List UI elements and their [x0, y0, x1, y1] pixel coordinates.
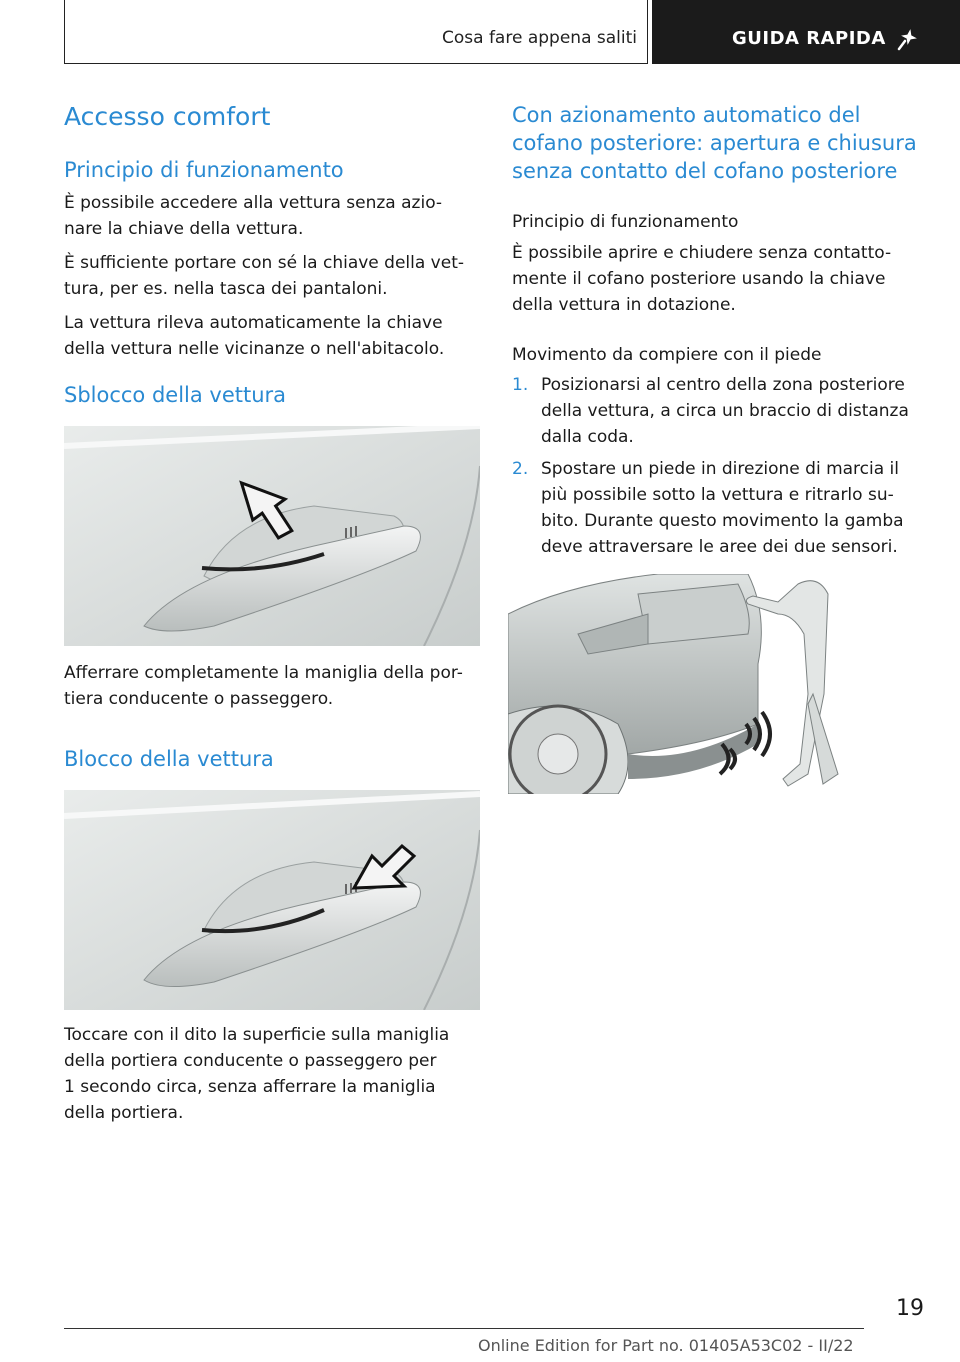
step-number: 1.	[512, 375, 529, 395]
paragraph-line: della portiera.	[64, 1103, 184, 1123]
step-number: 2.	[512, 459, 529, 479]
edition-info: Online Edition for Part no. 01405A53C02 - II/22	[478, 1336, 854, 1355]
step-line: Spostare un piede in direzione di marcia il	[541, 459, 900, 479]
heading-principle: Principio di funzionamento	[64, 158, 344, 182]
step-line: della vettura, a circa un braccio di distanza	[541, 401, 909, 421]
paragraph-line: È sufficiente portare con sé la chiave della vet-	[64, 253, 464, 273]
paragraph-line: 1 secondo circa, senza afferrare la maniglia	[64, 1077, 436, 1097]
heading-movement: Movimento da compiere con il piede	[512, 345, 822, 365]
header-section-box	[64, 0, 648, 64]
paragraph-line: della vettura in dotazione.	[512, 295, 736, 315]
heading-unlock: Sblocco della vettura	[64, 383, 287, 407]
paragraph-line: La vettura rileva automaticamente la chiave	[64, 313, 443, 333]
step-line: bito. Durante questo movimento la gamba	[541, 511, 904, 531]
paragraph-line: della portiera conducente o passeggero per	[64, 1051, 437, 1071]
heading-lock: Blocco della vettura	[64, 747, 274, 771]
quick-guide-icon	[895, 26, 921, 52]
header-chapter-box	[652, 0, 960, 64]
paragraph-line: Toccare con il dito la superficie sulla maniglia	[64, 1025, 450, 1045]
page-number: 19	[896, 1296, 924, 1321]
door-handle-lock-illustration	[64, 790, 480, 1010]
step-line: Posizionarsi al centro della zona posteriore	[541, 375, 905, 395]
section-title-line: senza contatto del cofano posteriore	[512, 159, 898, 183]
paragraph-line: È possibile aprire e chiudere senza contatto-	[512, 243, 892, 263]
door-handle-unlock-illustration	[64, 426, 480, 646]
step-line: più possibile sotto la vettura e ritrarlo su-	[541, 485, 894, 505]
paragraph-line: nare la chiave della vettura.	[64, 219, 304, 239]
tailgate-foot-gesture-illustration	[508, 574, 924, 794]
paragraph-line: Afferrare completamente la maniglia della por-	[64, 663, 463, 683]
paragraph-line: È possibile accedere alla vettura senza azio-	[64, 193, 443, 213]
paragraph-line: mente il cofano posteriore usando la chiave	[512, 269, 886, 289]
section-title-comfort-access: Accesso comfort	[64, 102, 271, 131]
step-line: deve attraversare le aree dei due sensori.	[541, 537, 898, 557]
header-chapter-title: GUIDA RAPIDA	[732, 28, 886, 49]
heading-principle-right: Principio di funzionamento	[512, 212, 739, 232]
footer-divider	[64, 1328, 864, 1329]
header-section-title: Cosa fare appena saliti	[442, 28, 637, 48]
paragraph-line: tura, per es. nella tasca dei pantaloni.	[64, 279, 388, 299]
section-title-line: Con azionamento automatico del	[512, 103, 861, 127]
paragraph-line: della vettura nelle vicinanze o nell'abitacolo.	[64, 339, 445, 359]
paragraph-line: tiera conducente o passeggero.	[64, 689, 334, 709]
section-title-line: cofano posteriore: apertura e chiusura	[512, 131, 917, 155]
step-line: dalla coda.	[541, 427, 634, 447]
